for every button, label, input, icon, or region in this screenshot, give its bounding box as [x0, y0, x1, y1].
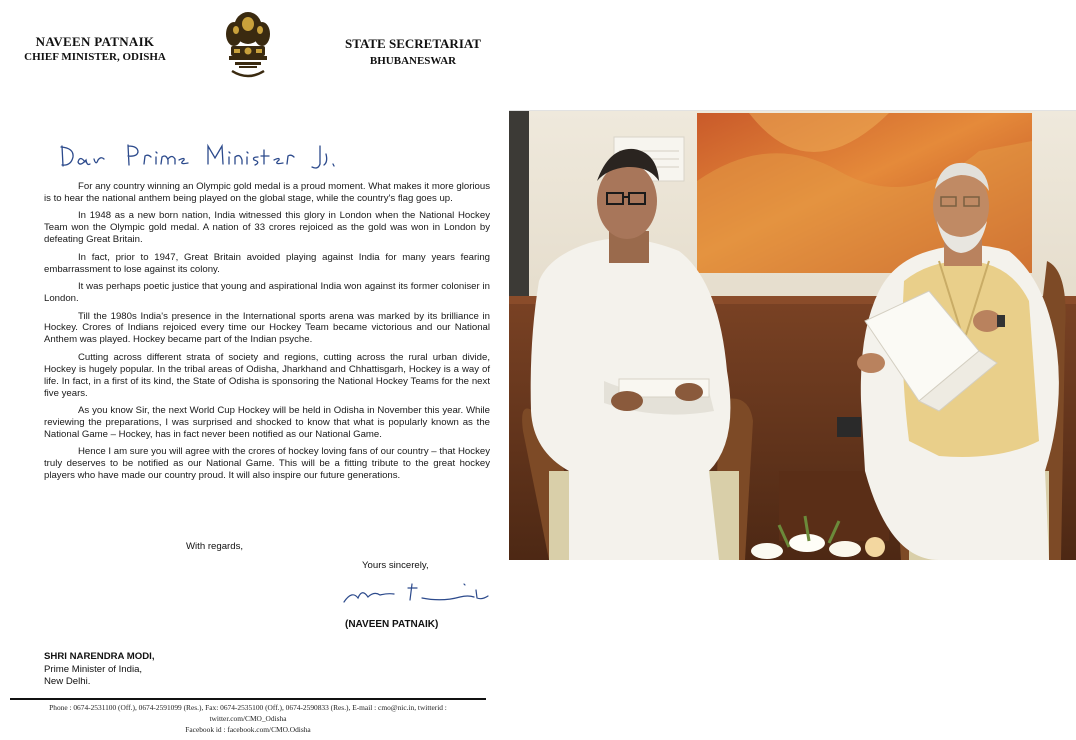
- body-paragraph: Hence I am sure you will agree with the crores of hockey loving fans of our country – that Hockey truly deserves to be notified as our National Game. This will be a fitting tribute to the great hockey players who have made our country proud. It will also inspire our future generations.: [44, 446, 490, 482]
- letter-document: [0, 0, 500, 740]
- letter-body: [44, 181, 490, 488]
- body-paragraph: Till the 1980s India's presence in the International sports arena was marked by its brilliance in Hockey. Crores of Indians rejoiced every time our Hockey Team became victorious and our National Anthem was played. Hockey became part of the Indian psyche.: [44, 310, 490, 346]
- sender-title: CHIEF MINISTER, ODISHA: [24, 51, 166, 63]
- letterhead-sender: [20, 34, 170, 63]
- office-name: STATE SECRETARIAT: [345, 36, 481, 51]
- office-city: BHUBANESWAR: [369, 55, 457, 67]
- footer-divider: [10, 698, 486, 700]
- body-paragraph: In 1948 as a new born nation, India witnessed this glory in London when the National Hockey Team won the Olympic gold medal. A nation of 33 crores rejoiced as the gold was won in London by defeating Great Britain.: [44, 210, 490, 246]
- body-paragraph: As you know Sir, the next World Cup Hockey will be held in Odisha in November this year. While reviewing the preparations, I was surprised and shocked to know that what is popularly known as the National Game – Hockey, has in fact never been notified as our National Game.: [44, 405, 490, 440]
- addressee-city: New Delhi.: [44, 676, 91, 688]
- meeting-photo: [509, 110, 1076, 560]
- footer-facebook-line: Facebook id : facebook.com/CMO.Odisha: [185, 725, 311, 734]
- handwritten-signature: [342, 576, 498, 610]
- letter-footer: [10, 702, 486, 735]
- handwritten-salutation: [58, 140, 358, 174]
- body-paragraph: It was perhaps poetic justice that young and aspirational India won against its former coloniser in London.: [44, 281, 490, 305]
- closing-regards: With regards,: [186, 541, 244, 552]
- sender-name: NAVEEN PATNAIK: [35, 34, 155, 49]
- signatory-name: (NAVEEN PATNAIK): [345, 619, 439, 630]
- wall-socket: [837, 417, 861, 437]
- body-paragraph: For any country winning an Olympic gold medal is a proud moment. What makes it more glorious is to hear the national anthem being played on the global stage, while the country's flag goes up.: [44, 181, 490, 204]
- closing-sincerely: Yours sincerely,: [362, 560, 429, 571]
- addressee-name: SHRI NARENDRA MODI,: [44, 651, 155, 662]
- state-emblem-icon: [222, 8, 274, 84]
- meeting-photo-illustration: [509, 111, 1076, 560]
- addressee-block: [44, 651, 155, 689]
- addressee-title: Prime Minister of India,: [44, 663, 143, 675]
- body-paragraph: Cutting across different strata of society and regions, cutting across the rural urban divide, Hockey is hugely popular. In the tribal areas of Odisha, Jharkhand and Chhattisgarh, Hockey is a way of life. In fact, in a first of its kind, the State of Odisha is sponsoring the National Hockey Teams for the next five years.: [44, 351, 490, 399]
- body-paragraph: In fact, prior to 1947, Great Britain avoided playing against India for many years fearing embarrassment to lose against its colony.: [44, 251, 490, 275]
- letterhead-office: [338, 36, 488, 67]
- footer-contact-line: Phone : 0674-2531100 (Off.), 0674-2591099 (Res.), Fax: 0674-2535100 (Off.), 0674-2590833 (Res.), E-mail : cmo@nic.in, twitterid : twitter.com/CMO_Odisha: [49, 703, 447, 723]
